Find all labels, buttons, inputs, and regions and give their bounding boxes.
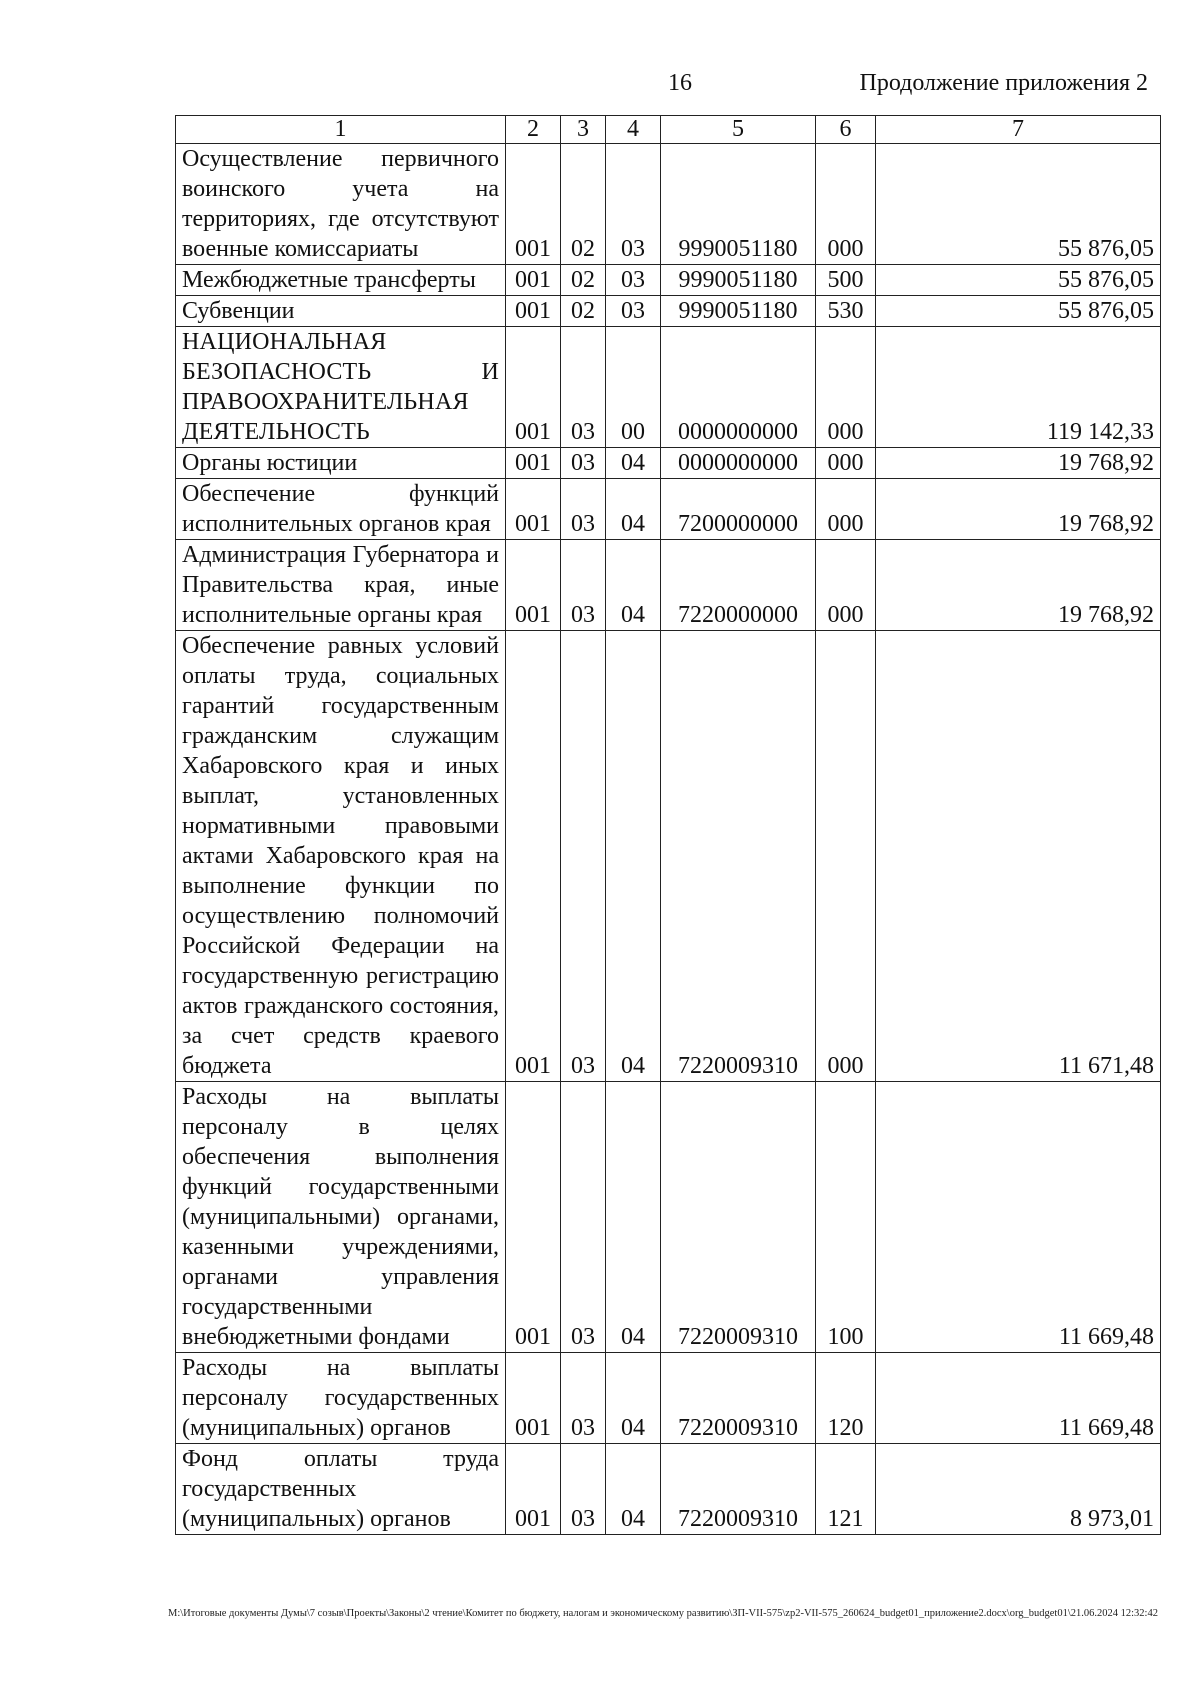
row-type: 500 xyxy=(816,265,876,296)
row-target: 7220009310 xyxy=(661,1353,816,1444)
table-row xyxy=(176,631,1161,1082)
row-target: 0000000000 xyxy=(661,448,816,479)
row-code: 001 xyxy=(506,1082,561,1353)
table-row xyxy=(176,479,1161,540)
row-name: Обеспечение равных условий оплаты труда, социальных гарантий государственным гражданским служащим Хабаровского края и иных выплат, установленных нормативными правовыми актами Хабаровского края на выполнение функции по осуществлению полномочий Российской Федерации на государственную регистрацию актов гражданского состояния, за счет средств краевого бюджета xyxy=(176,631,506,1082)
row-amount: 8 973,01 xyxy=(876,1444,1161,1535)
row-code: 001 xyxy=(506,631,561,1082)
row-code: 001 xyxy=(506,1353,561,1444)
row-target: 7220009310 xyxy=(661,1082,816,1353)
row-section: 03 xyxy=(561,448,606,479)
row-target: 7220009310 xyxy=(661,631,816,1082)
row-section: 03 xyxy=(561,1444,606,1535)
row-type: 000 xyxy=(816,540,876,631)
row-subsection: 04 xyxy=(606,479,661,540)
row-section: 03 xyxy=(561,631,606,1082)
table-row xyxy=(176,327,1161,448)
row-name: Обеспечение функций исполнительных органов края xyxy=(176,479,506,540)
row-code: 001 xyxy=(506,540,561,631)
table-row xyxy=(176,448,1161,479)
row-name: Фонд оплаты труда государственных (муниципальных) органов xyxy=(176,1444,506,1535)
row-subsection: 04 xyxy=(606,631,661,1082)
row-subsection: 00 xyxy=(606,327,661,448)
row-amount: 11 669,48 xyxy=(876,1353,1161,1444)
row-name: Субвенции xyxy=(176,296,506,327)
row-type: 000 xyxy=(816,631,876,1082)
row-type: 530 xyxy=(816,296,876,327)
column-header: 4 xyxy=(606,116,661,144)
row-section: 02 xyxy=(561,265,606,296)
row-subsection: 04 xyxy=(606,1444,661,1535)
row-name: НАЦИОНАЛЬНАЯ БЕЗОПАСНОСТЬ И ПРАВООХРАНИТЕЛЬНАЯ ДЕЯТЕЛЬНОСТЬ xyxy=(176,327,506,448)
row-subsection: 03 xyxy=(606,144,661,265)
row-subsection: 04 xyxy=(606,540,661,631)
table-row xyxy=(176,265,1161,296)
row-code: 001 xyxy=(506,1444,561,1535)
row-target: 9990051180 xyxy=(661,265,816,296)
row-target: 9990051180 xyxy=(661,296,816,327)
row-target: 9990051180 xyxy=(661,144,816,265)
row-name: Расходы на выплаты персоналу государственных (муниципальных) органов xyxy=(176,1353,506,1444)
row-amount: 19 768,92 xyxy=(876,479,1161,540)
row-type: 000 xyxy=(816,327,876,448)
row-subsection: 03 xyxy=(606,296,661,327)
row-amount: 55 876,05 xyxy=(876,265,1161,296)
row-amount: 19 768,92 xyxy=(876,448,1161,479)
row-code: 001 xyxy=(506,265,561,296)
continuation-heading: Продолжение приложения 2 xyxy=(859,70,1148,96)
row-subsection: 03 xyxy=(606,265,661,296)
row-type: 100 xyxy=(816,1082,876,1353)
row-name: Межбюджетные трансферты xyxy=(176,265,506,296)
table-row xyxy=(176,144,1161,265)
budget-table xyxy=(175,115,1161,1535)
row-section: 03 xyxy=(561,479,606,540)
row-code: 001 xyxy=(506,327,561,448)
table-row xyxy=(176,296,1161,327)
row-section: 02 xyxy=(561,144,606,265)
row-target: 0000000000 xyxy=(661,327,816,448)
row-target: 7220000000 xyxy=(661,540,816,631)
column-header: 6 xyxy=(816,116,876,144)
row-amount: 11 669,48 xyxy=(876,1082,1161,1353)
row-amount: 55 876,05 xyxy=(876,144,1161,265)
row-section: 03 xyxy=(561,1082,606,1353)
table-row xyxy=(176,540,1161,631)
row-code: 001 xyxy=(506,144,561,265)
row-type: 000 xyxy=(816,479,876,540)
row-type: 000 xyxy=(816,144,876,265)
row-name: Осуществление первичного воинского учета на территориях, где отсутствуют военные комиссариаты xyxy=(176,144,506,265)
table-header-row xyxy=(176,116,1161,144)
row-section: 02 xyxy=(561,296,606,327)
page-number: 16 xyxy=(668,70,692,96)
row-amount: 11 671,48 xyxy=(876,631,1161,1082)
column-header: 7 xyxy=(876,116,1161,144)
row-code: 001 xyxy=(506,448,561,479)
table-row xyxy=(176,1444,1161,1535)
document-path-footer: M:\Итоговые документы Думы\7 созыв\Проекты\Законы\2 чтение\Комитет по бюджету, налогам и экономическому развитию\ЗП-VII-575\zp2-VII-575_260624_budget01_приложение2.docx\org_budget01\21.06.2024 12:32:42 xyxy=(168,1608,1158,1619)
row-amount: 19 768,92 xyxy=(876,540,1161,631)
row-target: 7200000000 xyxy=(661,479,816,540)
table-row xyxy=(176,1353,1161,1444)
column-header: 3 xyxy=(561,116,606,144)
row-code: 001 xyxy=(506,296,561,327)
row-subsection: 04 xyxy=(606,1353,661,1444)
column-header: 2 xyxy=(506,116,561,144)
row-type: 120 xyxy=(816,1353,876,1444)
row-subsection: 04 xyxy=(606,448,661,479)
row-type: 121 xyxy=(816,1444,876,1535)
row-target: 7220009310 xyxy=(661,1444,816,1535)
row-subsection: 04 xyxy=(606,1082,661,1353)
row-name: Расходы на выплаты персоналу в целях обеспечения выполнения функций государственными (муниципальными) органами, казенными учреждениями, органами управления государственными внебюджетными фондами xyxy=(176,1082,506,1353)
row-section: 03 xyxy=(561,1353,606,1444)
row-amount: 119 142,33 xyxy=(876,327,1161,448)
column-header: 5 xyxy=(661,116,816,144)
column-header: 1 xyxy=(176,116,506,144)
row-amount: 55 876,05 xyxy=(876,296,1161,327)
row-code: 001 xyxy=(506,479,561,540)
row-section: 03 xyxy=(561,327,606,448)
table-row xyxy=(176,1082,1161,1353)
row-section: 03 xyxy=(561,540,606,631)
row-type: 000 xyxy=(816,448,876,479)
row-name: Органы юстиции xyxy=(176,448,506,479)
row-name: Администрация Губернатора и Правительства края, иные исполнительные органы края xyxy=(176,540,506,631)
